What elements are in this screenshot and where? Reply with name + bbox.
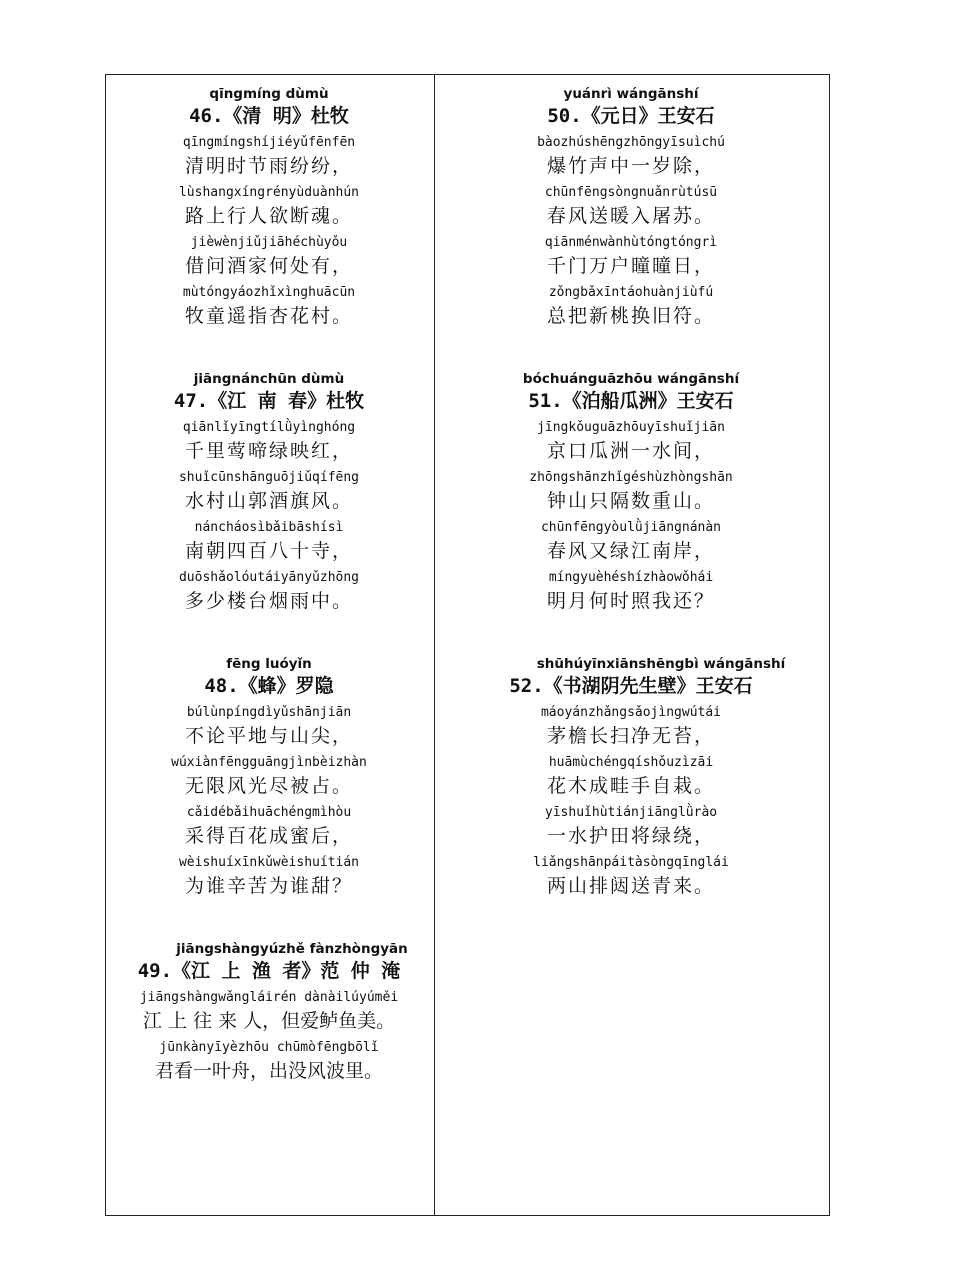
poem-title: 48.《蜂》罗隐 bbox=[204, 675, 334, 697]
poem-line-pinyin: wèishuíxīnkǔwèishuítián bbox=[178, 855, 359, 870]
poem-title-pinyin: fēng luóyǐn bbox=[226, 656, 312, 672]
poem-title-pinyin: jiāngshàngyúzhě fànzhòngyān bbox=[176, 941, 408, 957]
poem-line-pinyin: zhōngshānzhǐgéshùzhòngshān bbox=[529, 470, 733, 485]
poem-line-pinyin: wúxiànfēngguāngjìnbèizhàn bbox=[171, 755, 367, 770]
poem-line-pinyin: duōshǎolóutáiyānyǔzhōng bbox=[178, 570, 359, 585]
poem-title: 52.《书湖阴先生壁》王安石 bbox=[509, 675, 753, 697]
poem-line-pinyin: búlùnpíngdìyǔshānjiān bbox=[186, 705, 352, 720]
poem-line: 春风送暖入屠苏。 bbox=[546, 205, 715, 227]
poem-line: 花木成畦手自栽。 bbox=[546, 775, 715, 797]
poem-line-pinyin: qīngmíngshíjiéyǔfēnfēn bbox=[182, 135, 356, 150]
poem-title: 47.《江 南 春》杜牧 bbox=[173, 390, 365, 412]
poem-line-pinyin: shuǐcūnshānguōjiǔqífēng bbox=[178, 470, 359, 485]
poem-line: 无限风光尽被占。 bbox=[184, 775, 353, 797]
poem-title: 50.《元日》王安石 bbox=[547, 105, 715, 127]
poem-title-pinyin: bóchuánguāzhōu wángānshí bbox=[522, 371, 740, 387]
poem-line-pinyin: liǎngshānpáitàsòngqīnglái bbox=[533, 855, 729, 870]
poem-line: 千里莺啼绿映红， bbox=[184, 440, 353, 462]
poem-line: 借问酒家何处有， bbox=[184, 255, 353, 277]
poem-line-pinyin: jīngkǒuguāzhōuyīshuǐjiān bbox=[537, 420, 725, 435]
poem-line-pinyin: chūnfēngyòulǜjiāngnánàn bbox=[540, 520, 721, 535]
poem-line: 两山排闼送青来。 bbox=[546, 875, 715, 897]
poem-title-pinyin: yuánrì wángānshí bbox=[563, 86, 699, 102]
poem-line: 水村山郭酒旗风。 bbox=[184, 490, 353, 512]
poem-line: 茅檐长扫净无苔， bbox=[546, 725, 715, 747]
poem-line-pinyin: míngyuèhéshízhàowǒhái bbox=[548, 570, 714, 585]
column-divider bbox=[434, 74, 435, 1216]
poem-line: 多少楼台烟雨中。 bbox=[184, 590, 353, 612]
poem-line-pinyin: jièwènjiǔjiāhéchùyǒu bbox=[190, 235, 348, 250]
poem-line-pinyin: jiāngshàngwǎngláirén dànàilúyúměi bbox=[139, 990, 399, 1005]
poem-49 bbox=[104, 941, 434, 1084]
poem-line: 南朝四百八十寺， bbox=[184, 540, 353, 562]
poem-title: 51.《泊船瓜洲》王安石 bbox=[528, 390, 734, 412]
poem-line: 明月何时照我还？ bbox=[546, 590, 715, 612]
poem-line: 京口瓜洲一水间， bbox=[546, 440, 715, 462]
poem-47 bbox=[104, 371, 434, 614]
poem-line-pinyin: náncháosìbǎibāshísì bbox=[194, 520, 344, 535]
poem-title-pinyin: shūhúyīnxiānshēngbì wángānshí bbox=[536, 656, 786, 672]
poem-line: 采得百花成蜜后， bbox=[184, 825, 353, 847]
poem-title: 49.《江 上 渔 者》范 仲 淹 bbox=[137, 960, 401, 982]
poem-line-pinyin: qiānménwànhùtóngtóngrì bbox=[544, 235, 718, 250]
poem-line: 爆竹声中一岁除， bbox=[546, 155, 715, 177]
poem-line-pinyin: huāmùchéngqíshǒuzìzāi bbox=[548, 755, 714, 770]
poem-title-pinyin: qīngmíng dùmù bbox=[209, 86, 329, 102]
poem-51 bbox=[466, 371, 796, 614]
poem-line-pinyin: bàozhúshēngzhōngyīsuìchú bbox=[537, 135, 725, 150]
poem-line: 江 上 往 来 人，但爱鲈鱼美。 bbox=[142, 1010, 396, 1032]
poem-line: 钟山只隔数重山。 bbox=[546, 490, 715, 512]
poem-line: 君看一叶舟，出没风波里。 bbox=[154, 1060, 383, 1082]
poem-line-pinyin: jūnkànyīyèzhōu chūmòfēngbōlǐ bbox=[159, 1040, 379, 1055]
poem-line: 路上行人欲断魂。 bbox=[184, 205, 353, 227]
poem-line-pinyin: lùshangxíngrényùduànhún bbox=[178, 185, 359, 200]
poem-line-pinyin: máoyánzhǎngsǎojìngwútái bbox=[540, 705, 721, 720]
poem-line-pinyin: qiānlǐyīngtílǜyìnghóng bbox=[182, 420, 356, 435]
poem-line: 清明时节雨纷纷， bbox=[184, 155, 353, 177]
poem-line-pinyin: chūnfēngsòngnuǎnrùtúsū bbox=[544, 185, 718, 200]
poem-line-pinyin: cǎidébǎihuāchéngmìhòu bbox=[186, 805, 352, 820]
poem-title-pinyin: jiāngnánchūn dùmù bbox=[193, 371, 345, 387]
poem-line: 春风又绿江南岸， bbox=[546, 540, 715, 562]
poem-48 bbox=[104, 656, 434, 899]
poem-title: 46.《清 明》杜牧 bbox=[189, 105, 349, 127]
poem-46 bbox=[104, 86, 434, 329]
poem-line: 总把新桃换旧符。 bbox=[546, 305, 715, 327]
poem-line: 一水护田将绿绕， bbox=[546, 825, 715, 847]
poem-50 bbox=[466, 86, 796, 329]
poem-line: 千门万户曈曈日， bbox=[546, 255, 715, 277]
poem-line-pinyin: zǒngbǎxīntáohuànjiùfú bbox=[548, 285, 714, 300]
poem-line: 为谁辛苦为谁甜？ bbox=[184, 875, 353, 897]
poem-line: 牧童遥指杏花村。 bbox=[184, 305, 353, 327]
poem-line-pinyin: yīshuǐhùtiánjiānglǜrào bbox=[544, 805, 718, 820]
poem-line-pinyin: mùtóngyáozhǐxìnghuācūn bbox=[182, 285, 356, 300]
poem-52 bbox=[466, 656, 796, 899]
poem-line: 不论平地与山尖， bbox=[184, 725, 353, 747]
